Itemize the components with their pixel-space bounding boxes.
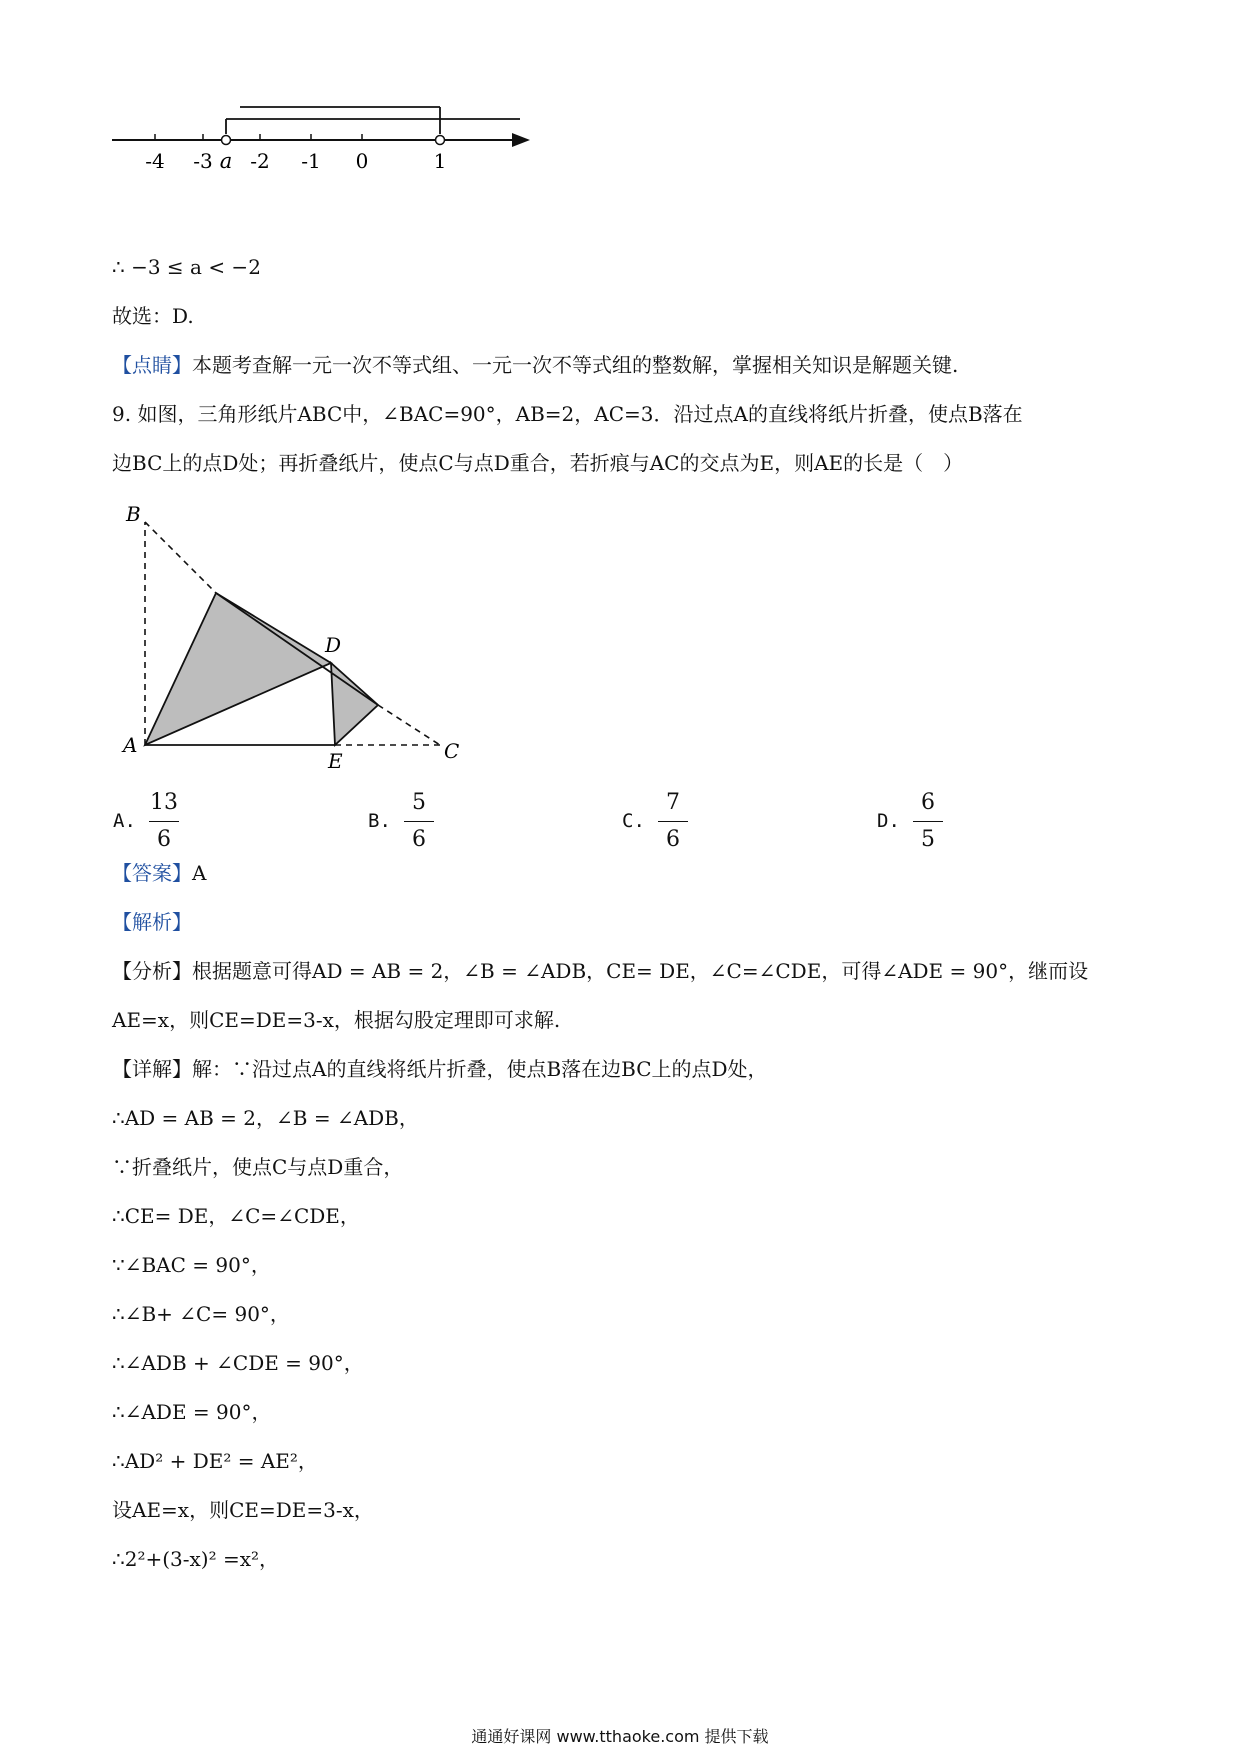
label-D: D (325, 633, 342, 657)
label-A: A (123, 733, 138, 757)
detail-step: ∵折叠纸片，使点C与点D重合， (112, 1155, 404, 1179)
option-letter: D. (877, 810, 900, 832)
detail-step: ∴∠ADE = 90°， (112, 1400, 272, 1424)
detail-intro (112, 1049, 768, 1089)
var-label: a (219, 149, 233, 173)
folded-triangle-ABD (145, 593, 331, 745)
detail-step: ∴AD² + DE² = AE²， (112, 1449, 318, 1473)
page-footer: 通通好课网 www.tthaoke.com 提供下载 (471, 1727, 769, 1746)
question-line-2: 边BC上的点D处；再折叠纸片，使点C与点D重合，若折痕与AC的交点为E，则AE的长是（ ） (112, 451, 964, 475)
detail-step: ∴AD = AB = 2，∠B = ∠ADB， (112, 1106, 419, 1130)
detail-step: ∴∠ADB + ∠CDE = 90°， (112, 1351, 364, 1375)
label-C: C (444, 739, 460, 763)
tick-label: 1 (433, 149, 447, 173)
option-letter: A. (113, 810, 136, 832)
analysis-tag: 【解析】 (112, 910, 192, 934)
arrow-icon (512, 133, 530, 147)
detail-step: ∴CE= DE，∠C=∠CDE， (112, 1204, 360, 1228)
triangle-figure (118, 500, 468, 770)
analysis-line-2: AE=x，则CE=DE=3-x，根据勾股定理即可求解. (112, 1008, 561, 1032)
detail-step: ∴2²+(3-x)² =x²， (112, 1547, 280, 1571)
question-line-1: 9. 如图，三角形纸片ABC中，∠BAC=90°，AB=2，AC=3．沿过点A的直线将纸片折叠，使点B落在 (112, 402, 1023, 426)
option-fraction: 5 6 (402, 788, 436, 855)
option-fraction: 13 6 (150, 790, 178, 852)
tick-label: -4 (145, 149, 165, 173)
folded-triangle-CDE (331, 663, 378, 745)
tick-label: -1 (301, 149, 321, 173)
tick-label: -2 (250, 149, 270, 173)
analysis-line-1 (112, 951, 1088, 991)
option-fraction: 6 5 (911, 788, 945, 855)
answer-value: A (192, 861, 207, 885)
prev-comment (112, 345, 958, 385)
number-line-figure (100, 95, 540, 175)
option-fraction: 7 6 (656, 788, 690, 855)
option-c[interactable] (622, 788, 742, 858)
label-E: E (328, 749, 343, 770)
label-B: B (126, 502, 141, 526)
detail-tag: 【详解】 (112, 1057, 192, 1081)
comment-tag: 【点睛】 (112, 353, 192, 377)
detail-step: 设AE=x，则CE=DE=3-x， (112, 1498, 374, 1522)
analysis-text-1: 根据题意可得AD = AB = 2，∠B = ∠ADB，CE= DE，∠C=∠CDE，可得∠ADE = 90°，继而设 (192, 959, 1089, 983)
option-d[interactable] (877, 788, 997, 858)
prev-conclusion: ∴ −3 ≤ a < −2 (112, 255, 261, 279)
comment-text: 本题考查解一元一次不等式组、一元一次不等式组的整数解，掌握相关知识是解题关键. (192, 353, 959, 377)
analysis-sub-tag: 【分析】 (112, 959, 192, 983)
detail-intro-text: 解：∵沿过点A的直线将纸片折叠，使点B落在边BC上的点D处， (192, 1057, 768, 1081)
answer-line (112, 853, 206, 893)
detail-step: ∵∠BAC = 90°， (112, 1253, 271, 1277)
open-point-1 (436, 136, 445, 145)
answer-tag: 【答案】 (112, 861, 192, 885)
detail-step: ∴∠B+ ∠C= 90°， (112, 1302, 290, 1326)
option-letter: B. (368, 810, 391, 832)
tick-label: -3 (193, 149, 213, 173)
option-a[interactable] (113, 788, 233, 858)
option-b[interactable] (368, 788, 488, 858)
option-letter: C. (622, 810, 645, 832)
analysis-heading (112, 902, 192, 942)
open-point-a (222, 136, 231, 145)
prev-select: 故选：D. (112, 304, 194, 328)
tick-label: 0 (355, 149, 369, 173)
